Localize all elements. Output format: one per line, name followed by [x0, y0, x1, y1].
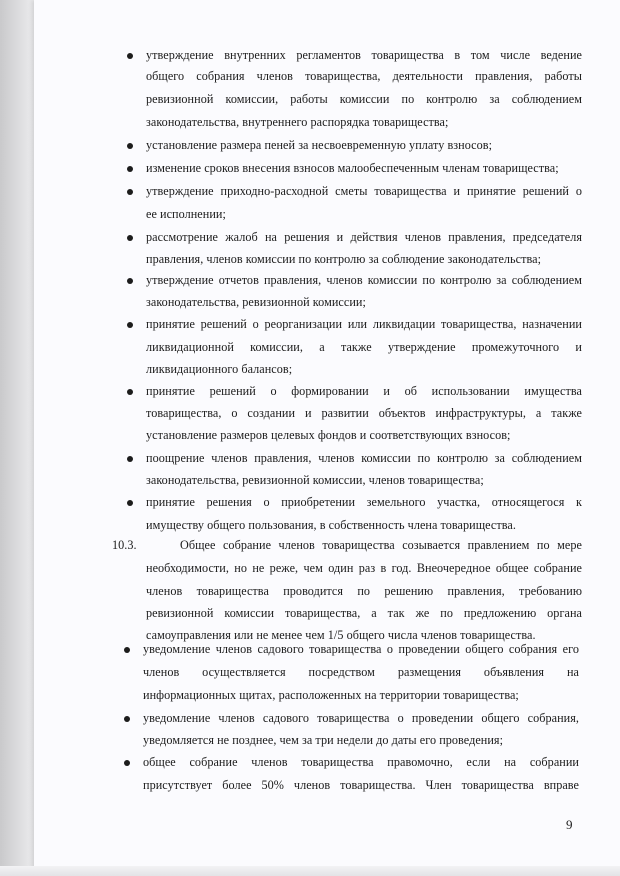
list-item-line: ликвидационного балансов;: [146, 362, 293, 376]
list-item-line: установление размера пеней за несвоевременную уплату взносов;: [146, 138, 493, 152]
page-bottom-edge: [0, 866, 620, 876]
page-number: 9: [566, 817, 573, 832]
list-item-line: поощрение членов правления, членов комиссии по контролю за соблюдением: [146, 451, 582, 465]
list-item-line: утверждение приходно-расходной сметы товарищества и принятие решений о: [146, 184, 582, 198]
list-item-line: законодательства, внутреннего распорядка товарищества;: [146, 115, 449, 129]
list-item-line: общего собрания членов товарищества, деятельности правления, работы: [146, 69, 582, 83]
list-item-line: утверждение внутренних регламентов товарищества в том числе ведение: [146, 48, 582, 62]
list-item-line: принятие решения о приобретении земельного участка, относящегося к: [146, 495, 582, 509]
bullet-marker: [127, 322, 133, 328]
list-item-line: установление размеров целевых фондов и соответствующих взносов;: [146, 428, 511, 442]
bullet-marker: [127, 189, 133, 195]
section-paragraph-line: необходимости, но не реже, чем один раз в год. Внеочередное общее собрание: [146, 561, 582, 575]
bullet-marker: [124, 760, 130, 766]
list-item-line: законодательства, ревизионной комиссии;: [146, 295, 366, 309]
bullet-marker: [127, 389, 133, 395]
list-item-line: утверждение отчетов правления, членов комиссии по контролю за соблюдением: [146, 273, 582, 287]
list-item-line: присутствует более 50% членов товарищества. Член товарищества вправе: [143, 778, 579, 792]
section-paragraph-line: ревизионной комиссии товарищества, а так же по предложению органа: [146, 606, 582, 620]
list-item-line: принятие решений о реорганизации или ликвидации товарищества, назначении: [146, 317, 582, 331]
bullet-marker: [127, 166, 133, 172]
bullet-marker: [127, 143, 133, 149]
list-item-line: товарищества, о создании и развитии объектов инфраструктуры, а также: [146, 406, 582, 420]
list-item-line: уведомление членов садового товарищества о проведении общего собрания его: [143, 642, 579, 656]
section-paragraph-line: самоуправления или не менее чем 1/5 общего числа членов товарищества.: [146, 628, 536, 642]
list-item-line: принятие решений о формировании и об использовании имущества: [146, 384, 582, 398]
bullet-marker: [127, 500, 133, 506]
page-left-edge: [0, 0, 34, 876]
bullet-marker: [127, 278, 133, 284]
list-item-line: общее собрание членов товарищества правомочно, если на собрании: [143, 755, 579, 769]
list-item-line: правления, членов комиссии по контролю за соблюдение законодательства;: [146, 252, 542, 266]
list-item-line: изменение сроков внесения взносов малообеспеченным членам товарищества;: [146, 161, 559, 175]
list-item-line: уведомляется не позднее, чем за три недели до даты его проведения;: [143, 733, 504, 747]
bullet-marker: [124, 716, 130, 722]
list-item-line: ликвидационной комиссии, а также утверждение промежуточного и: [146, 340, 582, 354]
bullet-marker: [124, 647, 130, 653]
section-paragraph-line: членов товарищества проводится по решению правления, требованию: [146, 584, 582, 598]
list-item-line: ее исполнении;: [146, 207, 226, 221]
list-item-line: рассмотрение жалоб на решения и действия членов правления, председателя: [146, 230, 582, 244]
list-item-line: имуществу общего пользования, в собственность члена товарищества.: [146, 518, 516, 532]
bullet-marker: [127, 53, 133, 59]
list-item-line: законодательства, ревизионной комиссии, членов товарищества;: [146, 473, 484, 487]
section-paragraph-line: Общее собрание членов товарищества созывается правлением по мере: [180, 538, 582, 552]
bullet-marker: [127, 235, 133, 241]
section-number: 10.3.: [112, 538, 137, 552]
list-item-line: ревизионной комиссии, работы комиссии по контролю за соблюдением: [146, 92, 582, 106]
list-item-line: уведомление членов садового товарищества о проведении общего собрания,: [143, 711, 579, 725]
list-item-line: информационных щитах, расположенных на территории товарищества;: [143, 688, 519, 702]
bullet-marker: [127, 456, 133, 462]
list-item-line: членов осуществляется посредством размещения объявления на: [143, 665, 579, 679]
